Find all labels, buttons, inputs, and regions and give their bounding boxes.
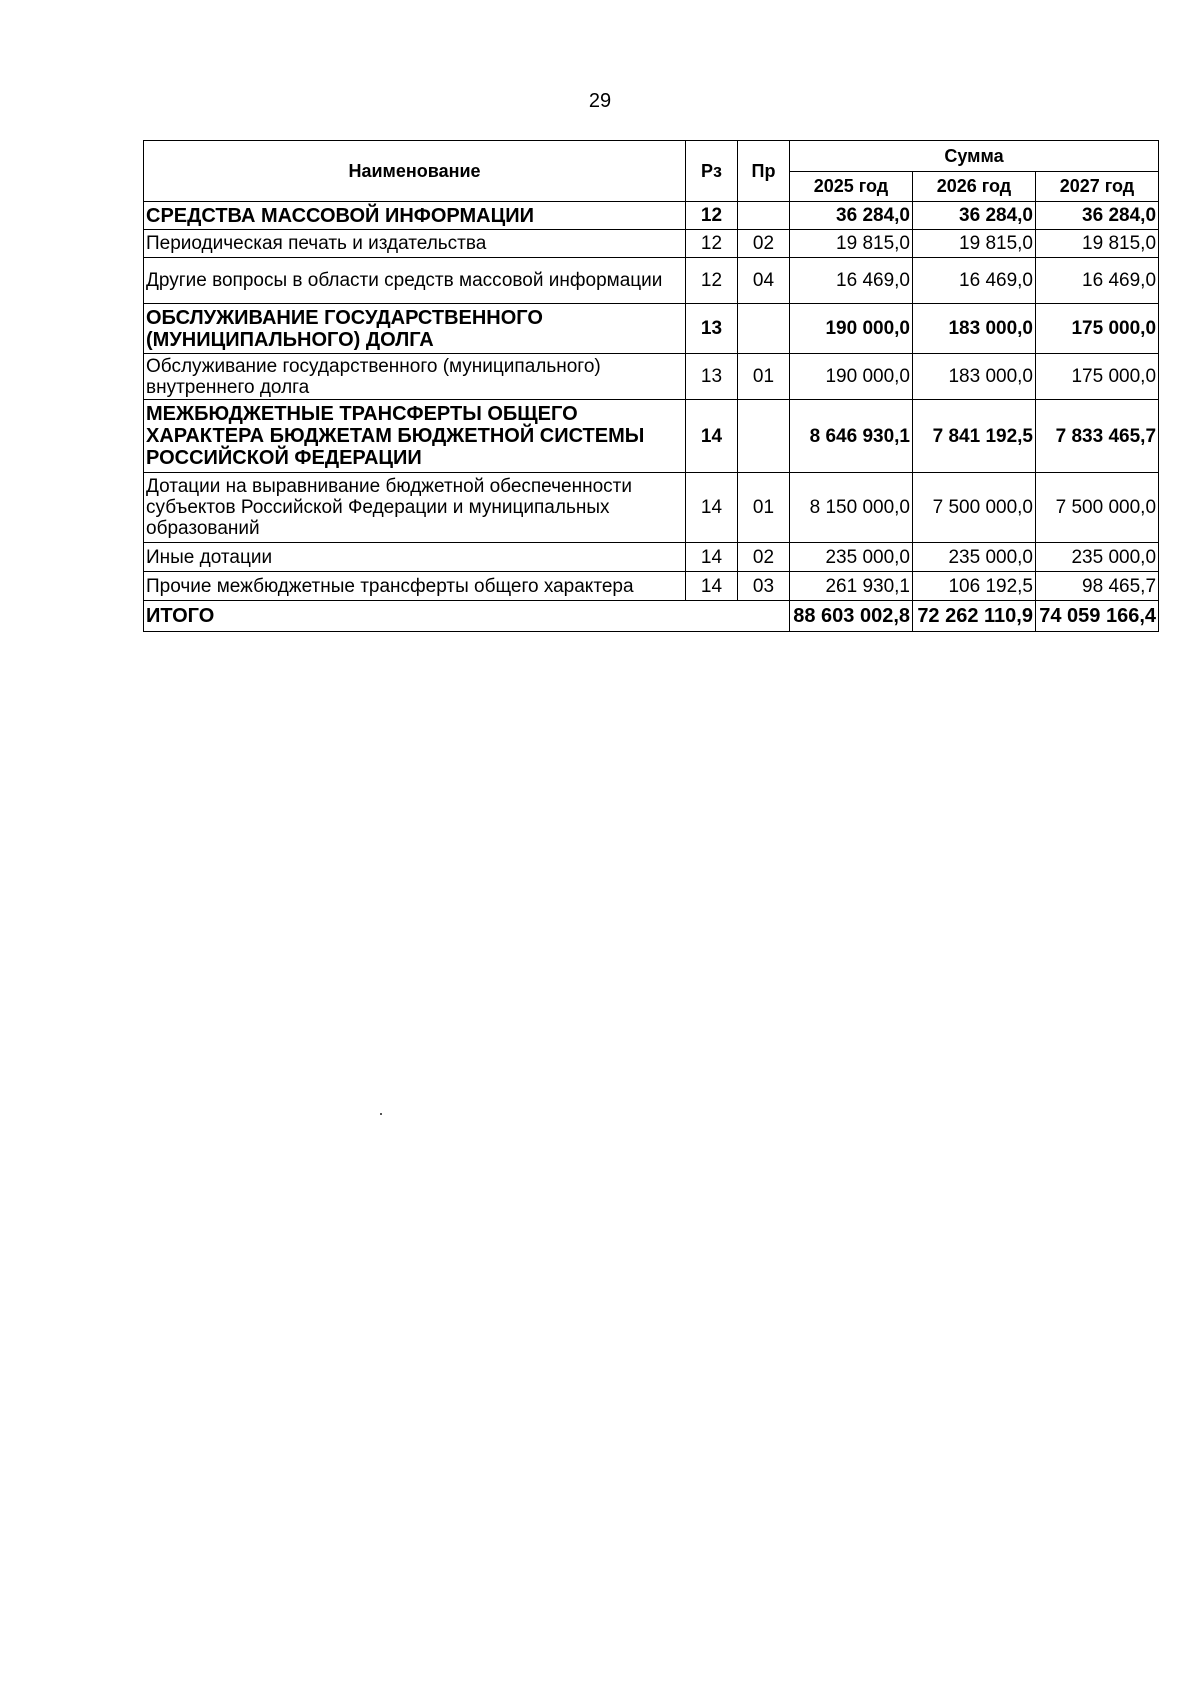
total-value-2026: 72 262 110,9 xyxy=(913,601,1036,632)
row-name: МЕЖБЮДЖЕТНЫЕ ТРАНСФЕРТЫ ОБЩЕГО ХАРАКТЕРА БЮДЖЕТАМ БЮДЖЕТНОЙ СИСТЕМЫ РОССИЙСКОЙ ФЕДЕРАЦИИ xyxy=(144,400,686,473)
row-name: Прочие межбюджетные трансферты общего характера xyxy=(144,572,686,601)
total-label: ИТОГО xyxy=(144,601,790,632)
row-value-2027: 235 000,0 xyxy=(1036,543,1159,572)
header-name: Наименование xyxy=(144,141,686,202)
row-rz: 14 xyxy=(686,400,738,473)
header-pr: Пр xyxy=(738,141,790,202)
row-value-2027: 16 469,0 xyxy=(1036,258,1159,304)
row-name: Иные дотации xyxy=(144,543,686,572)
row-value-2026: 7 500 000,0 xyxy=(913,473,1036,543)
row-name: Другие вопросы в области средств массовой информации xyxy=(144,258,686,304)
header-sum: Сумма xyxy=(790,141,1159,172)
table-row xyxy=(144,202,1159,230)
total-row xyxy=(144,601,1159,632)
budget-table xyxy=(143,140,1159,632)
row-value-2025: 235 000,0 xyxy=(790,543,913,572)
row-rz: 14 xyxy=(686,572,738,601)
header-year-2026: 2026 год xyxy=(913,172,1036,202)
row-value-2025: 36 284,0 xyxy=(790,202,913,230)
scan-speck xyxy=(380,1113,382,1115)
table-row xyxy=(144,258,1159,304)
row-rz: 13 xyxy=(686,354,738,400)
row-pr xyxy=(738,400,790,473)
row-value-2026: 183 000,0 xyxy=(913,354,1036,400)
row-pr: 01 xyxy=(738,354,790,400)
row-value-2026: 36 284,0 xyxy=(913,202,1036,230)
table-row xyxy=(144,304,1159,354)
row-value-2027: 98 465,7 xyxy=(1036,572,1159,601)
row-value-2026: 7 841 192,5 xyxy=(913,400,1036,473)
row-value-2025: 261 930,1 xyxy=(790,572,913,601)
row-value-2025: 190 000,0 xyxy=(790,304,913,354)
row-value-2026: 235 000,0 xyxy=(913,543,1036,572)
row-value-2027: 7 500 000,0 xyxy=(1036,473,1159,543)
row-rz: 14 xyxy=(686,473,738,543)
total-value-2025: 88 603 002,8 xyxy=(790,601,913,632)
row-value-2025: 16 469,0 xyxy=(790,258,913,304)
row-pr: 01 xyxy=(738,473,790,543)
row-value-2026: 183 000,0 xyxy=(913,304,1036,354)
row-rz: 12 xyxy=(686,258,738,304)
row-value-2025: 8 150 000,0 xyxy=(790,473,913,543)
total-value-2027: 74 059 166,4 xyxy=(1036,601,1159,632)
row-name: СРЕДСТВА МАССОВОЙ ИНФОРМАЦИИ xyxy=(144,202,686,230)
row-value-2026: 19 815,0 xyxy=(913,230,1036,258)
table-row xyxy=(144,354,1159,400)
row-value-2025: 8 646 930,1 xyxy=(790,400,913,473)
row-rz: 14 xyxy=(686,543,738,572)
row-value-2026: 106 192,5 xyxy=(913,572,1036,601)
row-pr: 04 xyxy=(738,258,790,304)
row-name: Обслуживание государственного (муниципального) внутреннего долга xyxy=(144,354,686,400)
header-rz: Рз xyxy=(686,141,738,202)
row-value-2027: 19 815,0 xyxy=(1036,230,1159,258)
header-year-2027: 2027 год xyxy=(1036,172,1159,202)
row-value-2026: 16 469,0 xyxy=(913,258,1036,304)
row-rz: 12 xyxy=(686,230,738,258)
row-value-2027: 36 284,0 xyxy=(1036,202,1159,230)
header-row-top xyxy=(144,141,1159,172)
page-number: 29 xyxy=(588,90,612,112)
row-value-2027: 175 000,0 xyxy=(1036,354,1159,400)
row-pr: 03 xyxy=(738,572,790,601)
row-value-2027: 7 833 465,7 xyxy=(1036,400,1159,473)
table-row xyxy=(144,400,1159,473)
row-pr xyxy=(738,304,790,354)
row-rz: 13 xyxy=(686,304,738,354)
row-rz: 12 xyxy=(686,202,738,230)
row-name: Периодическая печать и издательства xyxy=(144,230,686,258)
row-pr xyxy=(738,202,790,230)
table-row xyxy=(144,473,1159,543)
table-row xyxy=(144,572,1159,601)
header-year-2025: 2025 год xyxy=(790,172,913,202)
row-pr: 02 xyxy=(738,230,790,258)
row-value-2025: 19 815,0 xyxy=(790,230,913,258)
row-name: Дотации на выравнивание бюджетной обеспеченности субъектов Российской Федерации и муниципальных образований xyxy=(144,473,686,543)
table-row xyxy=(144,230,1159,258)
row-name: ОБСЛУЖИВАНИЕ ГОСУДАРСТВЕННОГО (МУНИЦИПАЛЬНОГО) ДОЛГА xyxy=(144,304,686,354)
row-value-2025: 190 000,0 xyxy=(790,354,913,400)
row-pr: 02 xyxy=(738,543,790,572)
row-value-2027: 175 000,0 xyxy=(1036,304,1159,354)
table-row xyxy=(144,543,1159,572)
